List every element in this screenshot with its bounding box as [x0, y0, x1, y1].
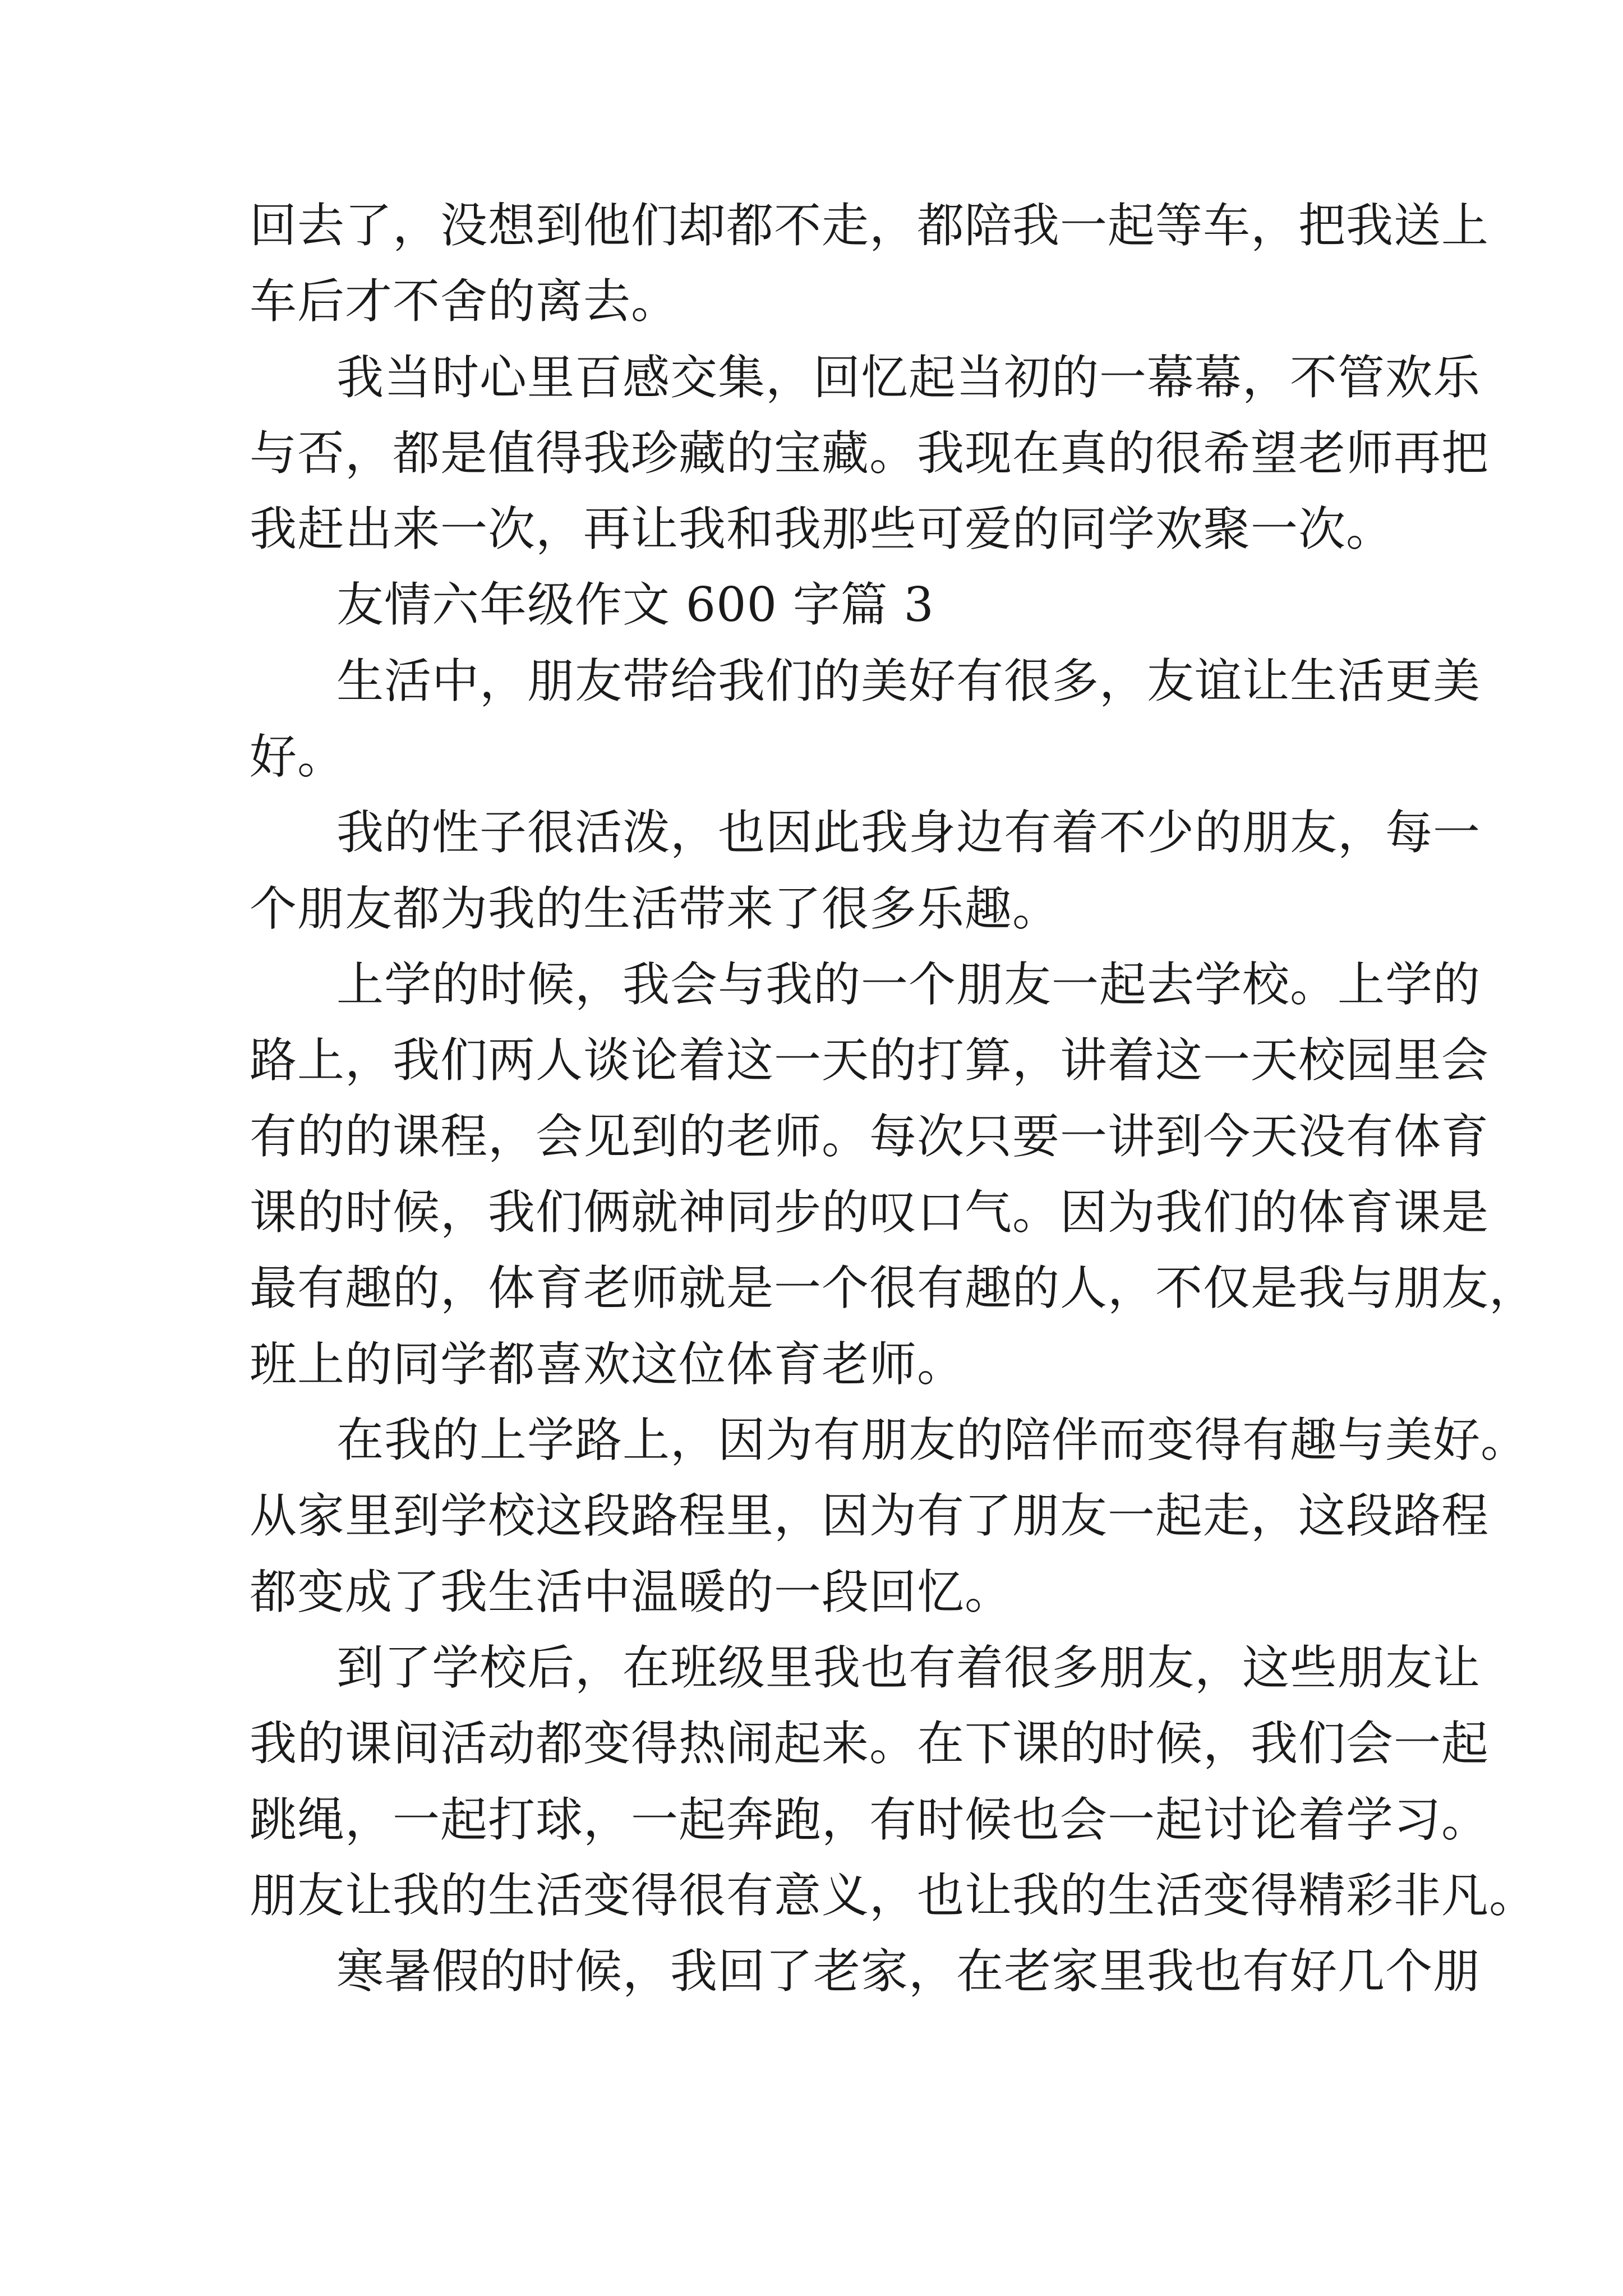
- section-heading: 友情六年级作文 600 字篇 3: [336, 577, 934, 632]
- text-line: 寒暑假的时候，我回了老家，在老家里我也有好几个朋: [336, 1944, 1481, 1999]
- text-line: 从家里到学校这段路程里，因为有了朋友一起走，这段路程: [250, 1488, 1490, 1543]
- text-line: 跳绳，一起打球，一起奔跑，有时候也会一起讨论着学习。: [250, 1792, 1490, 1847]
- text-line: 我的课间活动都变得热闹起来。在下课的时候，我们会一起: [250, 1716, 1490, 1771]
- text-line: 车后才不舍的离去。: [250, 274, 679, 329]
- text-line: 与否，都是值得我珍藏的宝藏。我现在真的很希望老师再把: [250, 426, 1490, 481]
- text-line: 到了学校后，在班级里我也有着很多朋友，这些朋友让: [336, 1640, 1481, 1695]
- text-line: 有的的课程，会见到的老师。每次只要一讲到今天没有体育: [250, 1109, 1490, 1164]
- text-line: 回去了，没想到他们却都不走，都陪我一起等车，把我送上: [250, 198, 1490, 253]
- text-line: 个朋友都为我的生活带来了很多乐趣。: [250, 881, 1061, 936]
- text-line: 上学的时候，我会与我的一个朋友一起去学校。上学的: [336, 957, 1481, 1012]
- text-line: 最有趣的，体育老师就是一个很有趣的人，不仅是我与朋友，: [250, 1260, 1537, 1315]
- text-line: 我的性子很活泼，也因此我身边有着不少的朋友，每一: [336, 805, 1481, 860]
- text-line: 在我的上学路上，因为有朋友的陪伴而变得有趣与美好。: [336, 1412, 1529, 1467]
- text-line: 生活中，朋友带给我们的美好有很多，友谊让生活更美: [336, 654, 1481, 708]
- text-line: 我当时心里百感交集，回忆起当初的一幕幕，不管欢乐: [336, 350, 1481, 405]
- text-line: 课的时候，我们俩就神同步的叹口气。因为我们的体育课是: [250, 1185, 1490, 1240]
- text-line: 好。: [250, 729, 345, 784]
- text-line: 朋友让我的生活变得很有意义，也让我的生活变得精彩非凡。: [250, 1868, 1537, 1923]
- text-line: 路上，我们两人谈论着这一天的打算，讲着这一天校园里会: [250, 1033, 1490, 1088]
- text-line: 班上的同学都喜欢这位体育老师。: [250, 1337, 965, 1392]
- text-line: 我赶出来一次，再让我和我那些可爱的同学欢聚一次。: [250, 501, 1394, 556]
- text-line: 都变成了我生活中温暖的一段回忆。: [250, 1565, 1013, 1619]
